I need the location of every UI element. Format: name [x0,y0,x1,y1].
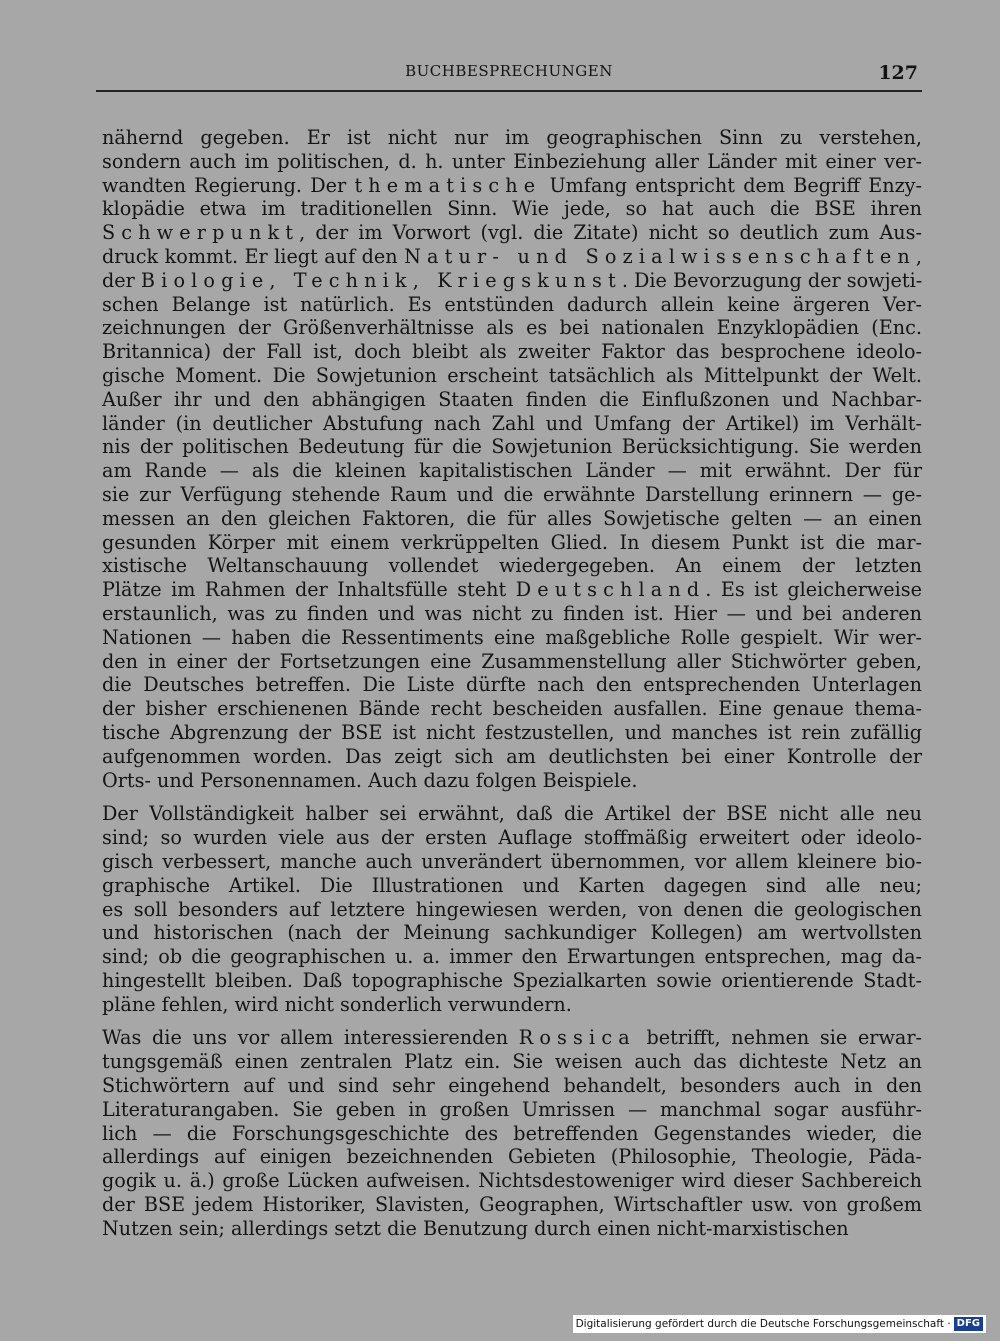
running-header [96,60,922,96]
body-text [102,126,922,1241]
line-text: Britannica) der Fall ist, doch bleibt als zweiter Faktor das besprochene ideolo- [102,340,922,364]
text-line [102,802,922,826]
text-line [102,1193,922,1217]
line-text: sie zur Verfügung stehende Raum und die erwähnte Darstellung erinnern — ge- [102,482,922,506]
paragraph [102,126,922,792]
text-line [102,507,922,531]
text-line [102,174,922,198]
line-text: Nutzen sein; allerdings setzt die Benutzung durch einen nicht-marxistischen [102,1216,849,1240]
line-text: nis der politischen Bedeutung für die Sowjetunion Berücksichtigung. Sie werden [102,435,922,459]
spaced-emphasis: Schwerpunkt [102,221,300,245]
text-line [102,269,922,293]
text-line [102,388,922,412]
text-line [102,1050,922,1074]
line-text: wandten Regierung. Der [102,173,355,197]
text-line [102,1217,922,1241]
line-text: tische Abgrenzung der BSE ist nicht festzustellen, und manches ist rein zufällig [102,720,922,744]
line-text: der BSE jedem Historiker, Slavisten, Geographen, Wirtschaftler usw. von großem [102,1193,922,1217]
text-line [102,921,922,945]
line-text: die Deutsches betreffen. Die Liste dürfte nach den entsprechenden Unterlagen [102,673,922,697]
text-line [102,673,922,697]
text-line [102,578,922,602]
text-line [102,602,922,626]
line-text: pläne fehlen, wird nicht sonderlich verwundern. [102,992,572,1016]
line-text: Was die uns vor allem interessierenden [102,1026,519,1050]
paragraph [102,1026,922,1240]
text-line [102,945,922,969]
line-text: schen Belange ist natürlich. Es entstünden dadurch allein keine ärgeren Ver- [102,292,922,316]
line-text: messen an den gleichen Faktoren, die für alles Sowjetische gelten — an einen [102,506,922,530]
line-text: klopädie etwa im traditionellen Sinn. Wie jede, so hat auch die BSE ihren [102,197,922,221]
line-text: gesunden Körper mit einem verkrüppelten Glied. In diesem Punkt ist die mar- [102,530,922,554]
text-line [102,993,922,1017]
line-text: gogik u. ä.) große Lücken aufweisen. Nichtsdestoweniger wird dieser Sachbereich [102,1169,922,1193]
text-line [102,150,922,174]
line-text: , [915,244,922,268]
line-text: der bisher erschienenen Bände recht bescheiden ausfallen. Eine genaue thema- [102,697,922,721]
line-text: es soll besonders auf letztere hingewiesen werden, von denen die geologischen [102,897,922,921]
line-text: Orts- und Personennamen. Auch dazu folgen Beispiele. [102,768,638,792]
line-text: tungsgemäß einen zentralen Platz ein. Sie weisen auch das dichteste Netz an [102,1050,922,1074]
line-text: Nationen — haben die Ressentiments eine maßgebliche Rolle gespielt. Wir wer- [102,625,922,649]
spaced-emphasis: thematische [354,173,542,197]
text-line [102,898,922,922]
text-line [102,1145,922,1169]
line-text: allerdings auf einigen bezeichnenden Gebieten (Philosophie, Theologie, Päda- [102,1145,922,1169]
line-text: sind; ob die geographischen u. a. immer den Erwartungen entsprechen, mag da- [102,945,922,969]
line-text: Literaturangaben. Sie geben in großen Umrissen — manchmal sogar ausführ- [102,1097,922,1121]
line-text: den in einer der Fortsetzungen eine Zusammenstellung aller Stichwörter geben, [102,649,922,673]
text-line [102,1098,922,1122]
text-line [102,1026,922,1050]
line-text: xistische Weltanschauung vollendet wiedergegeben. An einem der letzten [102,554,922,578]
text-line [102,745,922,769]
text-line [102,531,922,555]
line-text: Plätze im Rahmen der Inhaltsfülle steht [102,578,516,602]
text-line [102,364,922,388]
text-line [102,769,922,793]
dfg-logo-icon: DFG [954,1317,983,1331]
line-text: und historischen (nach der Meinung sachkundiger Kollegen) am wertvollsten [102,921,922,945]
line-text: . Die Bevorzugung der sowjeti- [621,268,923,292]
text-line [102,850,922,874]
line-text: hingestellt bleiben. Daß topographische Spezialkarten sowie orientierende Stadt- [102,968,922,992]
line-text: zeichnungen der Größenverhältnisse als es bei nationalen Enzyklopädien (Enc. [102,316,922,340]
text-line [102,340,922,364]
text-line [102,697,922,721]
text-line [102,1169,922,1193]
text-line [102,874,922,898]
text-line [102,1074,922,1098]
line-text: sind; so wurden viele aus der ersten Auflage stoffmäßig erweitert oder ideolo- [102,826,922,850]
line-text: Stichwörtern auf und sind sehr eingehend behandelt, besonders auch in den [102,1074,922,1098]
line-text: betrifft, nehmen sie erwar- [635,1026,922,1050]
text-line [102,412,922,436]
dfg-credit [573,1315,986,1333]
header-rule [96,90,922,92]
line-text: Umfang entspricht dem Begriff Enzy- [541,173,923,197]
line-text: , der im Vorwort (vgl. die Zitate) nicht so deutlich zum Aus- [299,221,922,245]
spaced-emphasis: Natur- und Sozialwissenschaften [404,244,916,268]
spaced-emphasis: Biologie, Technik, Kriegskunst [140,268,622,292]
text-line [102,435,922,459]
running-title: BUCHBESPRECHUNGEN [405,62,613,80]
text-line [102,969,922,993]
line-text: lich — die Forschungsgeschichte des betreffenden Gegenstandes wieder, die [102,1121,922,1145]
text-line [102,826,922,850]
line-text: der [102,268,141,292]
text-line [102,483,922,507]
paragraph [102,802,922,1016]
text-line [102,626,922,650]
text-line [102,293,922,317]
text-line [102,650,922,674]
text-line [102,554,922,578]
text-line [102,245,922,269]
line-text: gische Moment. Die Sowjetunion erscheint tatsächlich als Mittelpunkt der Welt. [102,363,922,387]
line-text: erstaunlich, was zu finden und was nicht zu finden ist. Hier — und bei anderen [102,601,922,625]
line-text: druck kommt. Er liegt auf den [102,244,405,268]
line-text: gisch verbessert, manche auch unverändert übernommen, vor allem kleinere bio- [102,849,922,873]
line-text: nähernd gegeben. Er ist nicht nur im geographischen Sinn zu verstehen, [102,126,922,149]
text-line [102,1122,922,1146]
text-line [102,316,922,340]
spaced-emphasis: Deutschland [515,578,706,602]
line-text: graphische Artikel. Die Illustrationen und Karten dagegen sind alle neu; [102,873,922,897]
line-text: länder (in deutlicher Abstufung nach Zahl und Umfang der Artikel) im Verhält- [102,411,922,435]
text-line [102,459,922,483]
line-text: . Es ist gleicherweise [705,578,922,602]
line-text: sondern auch im politischen, d. h. unter Einbeziehung aller Länder mit einer ver- [102,149,922,173]
line-text: am Rande — als die kleinen kapitalistischen Länder — mit erwähnt. Der für [102,459,922,483]
text-line [102,197,922,221]
line-text: Außer ihr und den abhängigen Staaten finden die Einflußzonen und Nachbar- [102,387,922,411]
line-text: aufgenommen worden. Das zeigt sich am deutlichsten bei einer Kontrolle der [102,744,922,768]
page-number: 127 [878,62,918,84]
line-text: Der Vollständigkeit halber sei erwähnt, daß die Artikel der BSE nicht alle neu [102,802,922,826]
text-line [102,721,922,745]
text-line [102,126,922,150]
spaced-emphasis: Rossica [518,1026,636,1050]
dfg-credit-text: Digitalisierung gefördert durch die Deutsche Forschungsgemeinschaft · [575,1318,951,1330]
text-line [102,221,922,245]
